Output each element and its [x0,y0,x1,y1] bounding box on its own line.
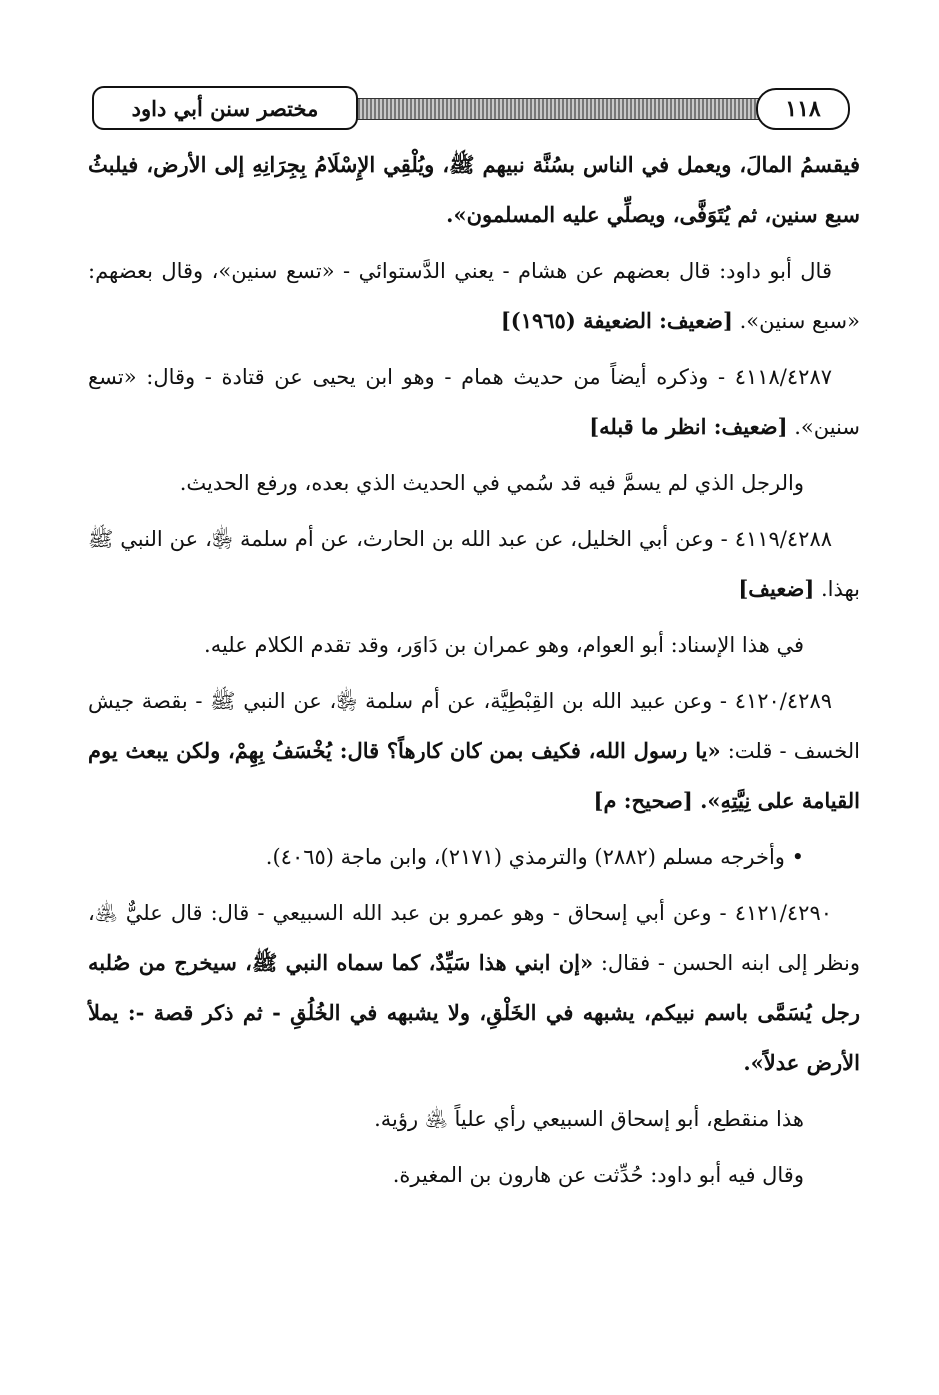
page-body [88,140,860,1206]
hadith-4289-quote: «يا رسول الله، فكيف بمن كان كارهاً؟ قال: يُخْسَفُ بِهِمْ، ولكن يبعث يوم القيامة على نِيَّتِهِ». [صحيح: م] [88,738,860,813]
hadith-4287 [88,352,860,452]
hadith-4289-text: ٤١٢٠/٤٢٨٩ - وعن عبيد الله بن القِبْطِيَّة، عن أم سلمة ﵂، عن النبي ﷺ - بقصة جيش الخسف - قلت: [88,689,860,763]
paragraph-2-grading: [ضعيف: الضعيفة (١٩٦٥)] [500,308,733,333]
hadith-4288-grading: [ضعيف] [738,576,815,601]
book-title: مختصر سنن أبي داود [92,86,358,130]
note-2-text: في هذا الإسناد: أبو العوام، وهو عمران بن دَاوَر، وقد تقدم الكلام عليه. [204,633,804,657]
page-header [92,86,862,128]
hadith-4287-text: ٤١١٨/٤٢٨٧ - وذكره أيضاً من حديث همام - وهو ابن يحيى عن قتادة - وقال: «تسع سنين». [88,365,860,439]
note-4 [88,1150,860,1200]
note-1-text: والرجل الذي لم يسمَّ فيه قد سُمي في الحديث الذي بعده، ورفع الحديث. [179,471,804,495]
note-3 [88,1094,860,1144]
note-3-text: هذا منقطع، أبو إسحاق السبيعي رأي علياً ﵁ رؤية. [374,1107,804,1131]
note-4-text: وقال فيه أبو داود: حُدِّثت عن هارون بن المغيرة. [392,1163,804,1187]
takhrij-note-text: • وأخرجه مسلم (٢٨٨٢) والترمذي (٢١٧١)، وابن ماجة (٤٠٦٥). [265,845,804,869]
header-ornament-band [342,98,772,120]
note-2 [88,620,860,670]
note-1 [88,458,860,508]
hadith-4290-quote: «إن ابني هذا سَيِّدٌ، كما سماه النبي ﷺ، سيخرج من صُلبه رجل يُسَمَّى باسم نبيكم، يشبهه في الخَلْقِ، ولا يشبهه في الخُلُقِ - ثم ذكر قصة -: يملأ الأرض عدلاً». [88,950,860,1075]
paragraph-1-text: فيقسمُ المالَ، ويعمل في الناس بسُنَّة نبيهم ﷺ، ويُلْقِي الإِسْلَامُ بِجِرَانِهِ إلى الأرض، فيلبثُ سبع سنين، ثم يُتَوَفَّى، ويصلِّي عليه المسلمون». [88,152,860,227]
page-number: ١١٨ [756,88,850,130]
paragraph-2-text: قال أبو داود: قال بعضهم عن هشام - يعني الدَّستوائي - «تسع سنين»، وقال بعضهم: «سبع سنين». [88,259,860,333]
hadith-4290 [88,888,860,1088]
paragraph-1 [88,140,860,240]
takhrij-note [88,832,860,882]
hadith-4289 [88,676,860,826]
hadith-4288-text: ٤١١٩/٤٢٨٨ - وعن أبي الخليل، عن عبد الله بن الحارث، عن أم سلمة ﵂، عن النبي ﷺ بهذا. [88,527,860,601]
hadith-4287-grading: [ضعيف: انظر ما قبله] [589,414,788,439]
hadith-4288 [88,514,860,614]
hadith-4290-text: ٤١٢١/٤٢٩٠ - وعن أبي إسحاق - وهو عمرو بن عبد الله السبيعي - قال: قال عليٌّ ﵁، ونظر إلى ابنه الحسن - فقال: [88,901,861,975]
paragraph-2 [88,246,860,346]
